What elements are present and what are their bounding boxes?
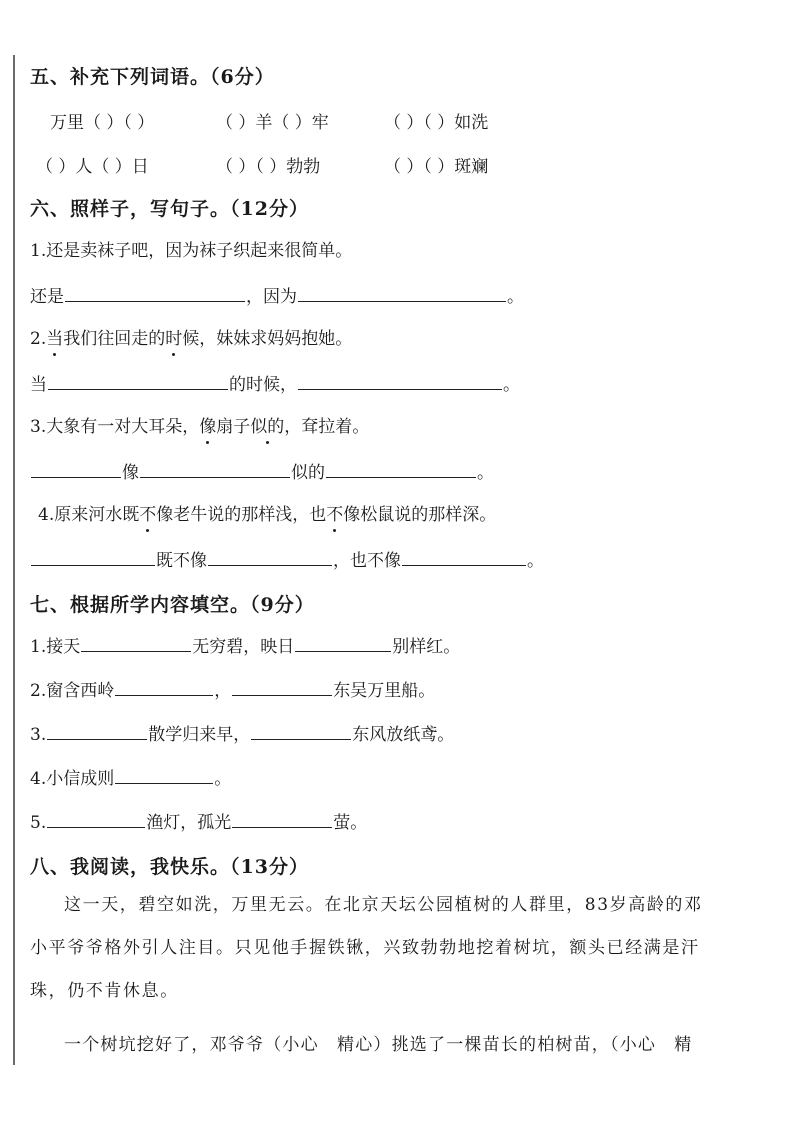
- sentence-answer-2: [30, 370, 520, 395]
- section7-title: 七、根据所学内容填空。（9分）: [30, 594, 315, 616]
- answer2-prefix: 当: [30, 375, 47, 395]
- poem4-blank-1[interactable]: [115, 769, 213, 784]
- poem4-part-2: 。: [214, 769, 232, 789]
- example3-key-2: 似的: [250, 412, 284, 437]
- answer4-blank-3[interactable]: [402, 551, 526, 566]
- answer1-blank-1[interactable]: [65, 287, 245, 302]
- example4-key-2: 也不像: [309, 500, 360, 525]
- example3-key-1: 像: [199, 412, 216, 437]
- poem1-part-3: 别样红。: [392, 637, 461, 657]
- poem2-part-3: 东吴万里船。: [333, 681, 436, 701]
- poem1-blank-1[interactable]: [81, 637, 191, 652]
- idiom-blank-5[interactable]: （ ）（ ）勃勃: [216, 157, 321, 177]
- sentence-example-3: [30, 412, 369, 437]
- poem5-part-3: 萤。: [333, 813, 368, 833]
- answer4-blank-2[interactable]: [208, 551, 332, 566]
- poem1-blank-2[interactable]: [295, 637, 391, 652]
- poem-line-5: [30, 808, 367, 833]
- example4-prefix: 4.原来河水: [38, 505, 123, 525]
- poem5-part-1: 5.: [30, 813, 47, 833]
- sentence-answer-4: [30, 546, 544, 571]
- poem-line-1: [30, 632, 460, 657]
- answer1-prefix: 还是: [30, 287, 64, 307]
- poem2-part-2: ，: [214, 681, 232, 701]
- example4-suffix: 松鼠说的那样深。: [360, 505, 497, 525]
- poem2-blank-1[interactable]: [115, 681, 213, 696]
- example2-middle: 我们往回走: [63, 329, 149, 349]
- answer1-middle: ，因为: [246, 287, 297, 307]
- poem3-blank-2[interactable]: [251, 725, 351, 740]
- reading-paragraph-2: 一个树坑挖好了，邓爷爷（小心 精心）挑选了一棵苗长的柏树苗，（小心 精: [64, 1035, 693, 1055]
- poem2-blank-2[interactable]: [232, 681, 332, 696]
- poem-line-2: [30, 676, 435, 701]
- answer3-blank-1[interactable]: [31, 463, 121, 478]
- binding-margin-line: [13, 55, 15, 1065]
- section8-title: 八、我阅读，我快乐。（13分）: [30, 856, 309, 878]
- poem1-part-2: 无穷碧，映日: [192, 637, 295, 657]
- answer4-word-1: 既不像: [156, 551, 207, 571]
- poem3-blank-1[interactable]: [47, 725, 147, 740]
- example3-middle: 扇子: [216, 417, 251, 437]
- sentence-answer-1: [30, 282, 524, 307]
- answer3-suffix: 。: [477, 463, 494, 483]
- idiom-blank-6[interactable]: （ ）（ ）斑斓: [384, 157, 489, 177]
- poem1-part-1: 1.接天: [30, 637, 81, 657]
- poem-line-4: [30, 764, 231, 789]
- answer2-blank-1[interactable]: [48, 375, 228, 390]
- sentence-example-1: 1.还是卖袜子吧，因为袜子织起来很简单。: [30, 241, 353, 261]
- poem2-part-1: 2.窗含西岭: [30, 681, 115, 701]
- idiom-blank-4[interactable]: （ ）人（ ）日: [36, 157, 149, 177]
- answer3-blank-2[interactable]: [140, 463, 290, 478]
- example2-key-1: 当: [46, 324, 63, 349]
- idiom-blank-3[interactable]: （ ）（ ）如洗: [384, 113, 489, 133]
- reading-paragraph-1: 这一天，碧空如洗，万里无云。在北京天坛公园植树的人群里，83岁高龄的邓小平爷爷格外引人注目。只见他手握铁锹，兴致勃勃地挖着树坑，额头已经满是汗珠，仍不肯休息。: [30, 895, 703, 1001]
- poem3-part-2: 散学归来早，: [148, 725, 251, 745]
- poem-line-3: [30, 720, 454, 745]
- poem5-blank-1[interactable]: [47, 813, 145, 828]
- section5-title: 五、补充下列词语。（6分）: [30, 66, 275, 88]
- poem4-part-1: 4.小信成则: [30, 769, 115, 789]
- answer2-blank-2[interactable]: [298, 375, 502, 390]
- section6-title: 六、照样子，写句子。（12分）: [30, 198, 309, 220]
- example3-suffix: ，耷拉着。: [284, 417, 370, 437]
- example4-key-1: 既不像: [122, 500, 173, 525]
- sentence-example-4: [38, 500, 496, 525]
- example4-middle: 老牛说的那样浅，: [173, 505, 310, 525]
- poem5-part-2: 渔灯，孤光: [146, 813, 232, 833]
- answer3-word-2: 似的: [291, 463, 325, 483]
- answer1-blank-2[interactable]: [298, 287, 506, 302]
- idiom-blank-2[interactable]: （ ）羊（ ）牢: [216, 113, 329, 133]
- poem5-blank-2[interactable]: [232, 813, 332, 828]
- answer3-blank-3[interactable]: [326, 463, 476, 478]
- example2-key-2: 的时候: [148, 324, 199, 349]
- sentence-example-2: [30, 324, 352, 349]
- idiom-blank-1[interactable]: 万里（ ）（ ）: [50, 113, 155, 133]
- answer3-word-1: 像: [122, 463, 139, 483]
- example3-prefix: 3.大象有一对大耳朵，: [30, 417, 200, 437]
- answer4-word-2: ，也不像: [333, 551, 401, 571]
- answer2-middle: 的时候，: [229, 375, 297, 395]
- section5-row1: [50, 108, 488, 133]
- poem3-part-3: 东风放纸鸢。: [352, 725, 455, 745]
- section5-row2: [36, 152, 488, 177]
- answer2-suffix: 。: [503, 375, 520, 395]
- poem3-part-1: 3.: [30, 725, 47, 745]
- example2-prefix: 2.: [30, 329, 47, 349]
- sentence-answer-3: [30, 458, 494, 483]
- answer1-suffix: 。: [507, 287, 524, 307]
- answer4-suffix: 。: [527, 551, 544, 571]
- example2-suffix: ，妹妹求妈妈抱她。: [199, 329, 353, 349]
- answer4-blank-1[interactable]: [31, 551, 155, 566]
